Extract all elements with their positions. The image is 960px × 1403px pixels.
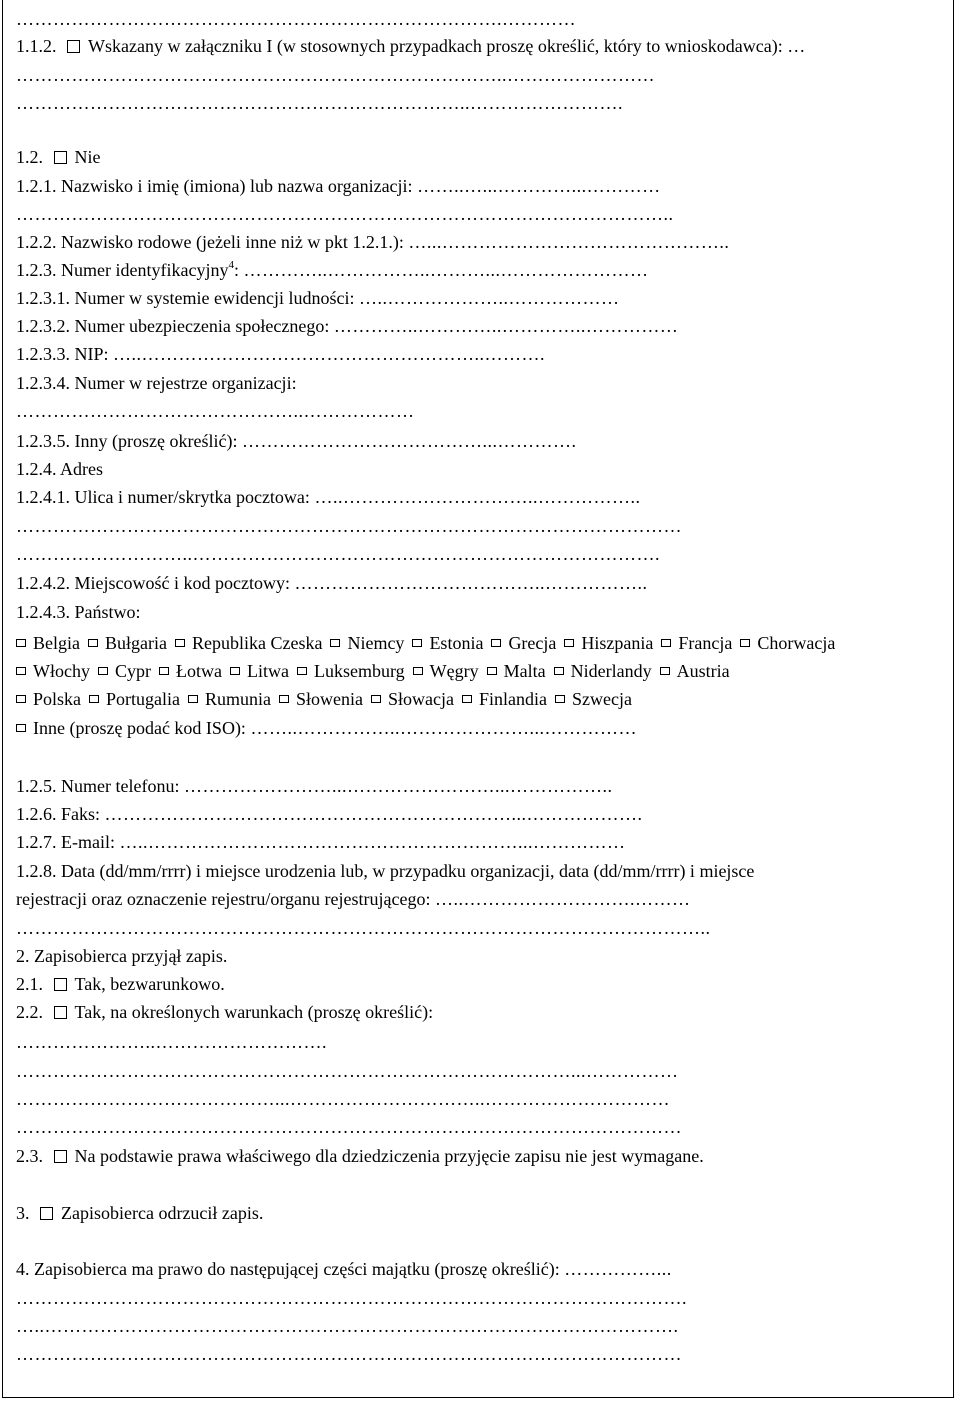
country-label: Estonia bbox=[429, 633, 484, 653]
section-1-1-2 bbox=[16, 33, 947, 59]
field-label: 1.2.3.2. Numer ubezpieczenia społecznego: bbox=[16, 316, 330, 336]
checkbox-country[interactable] bbox=[564, 639, 574, 647]
fill-line: …………………………………………………………………….………… bbox=[16, 9, 576, 29]
country-row-1 bbox=[16, 630, 947, 656]
country-label: Niemcy bbox=[347, 633, 405, 653]
fill-line[interactable]: …………………………………………………………………………………………….. bbox=[16, 204, 674, 224]
field-label: 1.2.4.1. Ulica i numer/skrytka pocztowa: bbox=[16, 487, 310, 507]
checkbox-country[interactable] bbox=[330, 639, 340, 647]
item-number: 2.1. bbox=[16, 974, 43, 994]
country-label: Grecja bbox=[508, 633, 557, 653]
checkbox-country[interactable] bbox=[740, 639, 750, 647]
field-phone bbox=[16, 773, 947, 799]
checkbox-country[interactable] bbox=[661, 639, 671, 647]
country-label: Włochy bbox=[33, 661, 90, 681]
item-label: Nie bbox=[74, 147, 101, 167]
field-birth-name bbox=[16, 229, 947, 255]
checkbox-country[interactable] bbox=[555, 695, 565, 703]
country-label: Łotwa bbox=[175, 661, 222, 681]
fill-line[interactable]: ………………………..…………………………………………………………………. bbox=[16, 544, 660, 564]
checkbox-country[interactable] bbox=[412, 639, 422, 647]
field-label: 1.2.2. Nazwisko rodowe (jeżeli inne niż w pkt 1.2.1.): bbox=[16, 232, 404, 252]
fill-line[interactable]: ……………………………………………………………………………………………… bbox=[16, 1344, 682, 1364]
form-page bbox=[2, 0, 954, 1398]
item-label: Tak, bezwarunkowo. bbox=[74, 974, 225, 994]
field-organization-register-number bbox=[16, 370, 947, 396]
section-2-3 bbox=[16, 1143, 947, 1169]
checkbox-country[interactable] bbox=[554, 667, 564, 675]
item-label: Zapisobierca odrzucił zapis. bbox=[61, 1203, 264, 1223]
fill-line[interactable]: …………………………………...…………. bbox=[241, 431, 577, 451]
country-label: Polska bbox=[33, 689, 82, 709]
country-label: Słowacja bbox=[388, 689, 454, 709]
field-label: 1.2.4.2. Miejscowość i kod pocztowy: bbox=[16, 573, 290, 593]
checkbox-country[interactable] bbox=[371, 695, 381, 703]
fill-line[interactable]: …..………………………………………………..………. bbox=[113, 344, 546, 364]
country-row-3 bbox=[16, 686, 947, 712]
section-2-1 bbox=[16, 971, 947, 997]
item-number: 2.3. bbox=[16, 1146, 43, 1166]
fill-line[interactable]: ………………………………………………………………………………………………….. bbox=[16, 918, 711, 938]
country-label: Belgia bbox=[33, 633, 80, 653]
field-identification-number bbox=[16, 257, 947, 283]
checkbox-country[interactable] bbox=[487, 667, 497, 675]
fill-line[interactable]: …………………………………………………………...………………. bbox=[104, 804, 643, 824]
checkbox-country[interactable] bbox=[89, 695, 99, 703]
fill-line[interactable]: ……………………………………………………………………………………………… bbox=[16, 516, 682, 536]
country-label: Węgry bbox=[429, 661, 479, 681]
checkbox-no[interactable] bbox=[54, 151, 67, 164]
field-label: 1.2.3. Numer identyfikacyjny bbox=[16, 260, 229, 280]
fill-line[interactable]: …………………..………………………. bbox=[16, 1032, 327, 1052]
fill-line[interactable]: ……………………...……………………...…………….. bbox=[183, 776, 613, 796]
checkbox-country[interactable] bbox=[462, 695, 472, 703]
country-label: Austria bbox=[676, 661, 730, 681]
field-email bbox=[16, 829, 947, 855]
field-label: 1.2.1. Nazwisko i imię (imiona) lub nazwa organizacji: bbox=[16, 176, 413, 196]
option-label: Inne (proszę podać kod ISO): bbox=[33, 718, 246, 738]
fill-line[interactable]: …………..…………..…………..…………… bbox=[333, 316, 679, 336]
country-label: Litwa bbox=[246, 661, 289, 681]
fill-line[interactable]: ……………………………………...…………………………..………………………… bbox=[16, 1089, 670, 1109]
checkbox-country[interactable] bbox=[159, 667, 169, 675]
field-label: 1.2.3.3. NIP: bbox=[16, 344, 109, 364]
item-number: 1.2. bbox=[16, 147, 43, 167]
field-label: 1.2.3.4. Numer w rejestrze organizacji: bbox=[16, 373, 297, 393]
fill-line[interactable]: ……………... bbox=[564, 1259, 672, 1279]
fill-line[interactable]: ………………………………………………………………………………………………. bbox=[16, 1288, 687, 1308]
checkbox-country[interactable] bbox=[16, 667, 26, 675]
fill-line[interactable]: …...……………………………………….. bbox=[408, 232, 730, 252]
country-other bbox=[16, 715, 947, 741]
section-2-2 bbox=[16, 999, 947, 1025]
field-population-register-number bbox=[16, 285, 947, 311]
country-label: Portugalia bbox=[106, 689, 181, 709]
field-nip bbox=[16, 341, 947, 367]
checkbox-country-other[interactable] bbox=[16, 724, 26, 732]
section-2-heading: 2. Zapisobierca przyjął zapis. bbox=[16, 946, 228, 966]
field-registration bbox=[16, 886, 947, 912]
footnote-ref: 4 bbox=[228, 259, 234, 271]
checkbox-rejected[interactable] bbox=[40, 1207, 53, 1220]
fill-line[interactable]: …..…………………………………………………………………………………………. bbox=[16, 1316, 679, 1336]
field-label: 1.2.5. Numer telefonu: bbox=[16, 776, 180, 796]
item-label: Wskazany w załączniku I (w stosownych przypadkach proszę określić, który to wnioskodawca): bbox=[88, 36, 783, 56]
fill-line[interactable]: ……..……………..…………………...…………… bbox=[250, 718, 637, 738]
checkbox-unconditional[interactable] bbox=[54, 978, 67, 991]
country-label: Republika Czeska bbox=[191, 633, 323, 653]
checkbox-country[interactable] bbox=[279, 695, 289, 703]
item-label: Na podstawie prawa właściwego dla dziedziczenia przyjęcie zapisu nie jest wymagane. bbox=[74, 1146, 704, 1166]
field-label: rejestracji oraz oznaczenie rejestru/organu rejestrującego: bbox=[16, 889, 431, 909]
field-name bbox=[16, 173, 947, 199]
checkbox-designated-applicant[interactable] bbox=[67, 40, 80, 53]
field-street bbox=[16, 484, 947, 510]
country-label: Cypr bbox=[114, 661, 151, 681]
item-label: 4. Zapisobierca ma prawo do następującej części majątku (proszę określić): bbox=[16, 1259, 560, 1279]
fill-line[interactable]: ……………………………………………………………………..…………………… bbox=[16, 65, 655, 85]
country-label: Szwecja bbox=[572, 689, 632, 709]
checkbox-country[interactable] bbox=[16, 695, 26, 703]
fill-line[interactable]: … bbox=[787, 36, 806, 56]
field-fax bbox=[16, 801, 947, 827]
checkbox-country[interactable] bbox=[230, 667, 240, 675]
fill-line[interactable]: ………………………………………………………………..……………………. bbox=[16, 93, 623, 113]
field-social-security-number bbox=[16, 313, 947, 339]
fill-line[interactable]: …..……………………………………………………...…………… bbox=[119, 832, 626, 852]
fill-line[interactable]: …..…………………………..…………….. bbox=[314, 487, 641, 507]
fill-line[interactable]: ……..…...…………...………… bbox=[417, 176, 661, 196]
country-label: Niderlandy bbox=[570, 661, 652, 681]
field-label: 1.2.3.1. Numer w systemie ewidencji ludności: bbox=[16, 288, 355, 308]
field-label-colon: : bbox=[233, 260, 239, 280]
country-label: Hiszpania bbox=[581, 633, 654, 653]
fill-line[interactable]: …………..……………..………...…………………… bbox=[243, 260, 649, 280]
checkbox-country[interactable] bbox=[491, 639, 501, 647]
fill-line[interactable]: ……………………………………………………………………………………………… bbox=[16, 1117, 682, 1137]
country-label: Słowenia bbox=[296, 689, 364, 709]
field-label: 1.2.6. Faks: bbox=[16, 804, 101, 824]
fill-line[interactable]: …..………………..……………… bbox=[358, 288, 620, 308]
field-date-place-label: 1.2.8. Data (dd/mm/rrrr) i miejsce urodzenia lub, w przypadku organizacji, data (dd/mm/rrrr) i miejsce bbox=[16, 861, 755, 881]
item-label: Tak, na określonych warunkach (proszę określić): bbox=[74, 1002, 434, 1022]
country-label: Rumunia bbox=[205, 689, 272, 709]
item-number: 2.2. bbox=[16, 1002, 43, 1022]
field-label: 1.2.3.5. Inny (proszę określić): bbox=[16, 431, 238, 451]
fill-line[interactable]: …………………………………..…………….. bbox=[294, 573, 648, 593]
country-label: Chorwacja bbox=[757, 633, 836, 653]
field-other-id bbox=[16, 428, 947, 454]
checkbox-country[interactable] bbox=[188, 695, 198, 703]
address-heading: 1.2.4. Adres bbox=[16, 459, 103, 479]
country-label: Malta bbox=[503, 661, 546, 681]
fill-line[interactable]: ………………………………………..……………… bbox=[16, 401, 415, 421]
checkbox-country[interactable] bbox=[660, 667, 670, 675]
field-country-label: 1.2.4.3. Państwo: bbox=[16, 602, 141, 622]
field-label: 1.2.7. E-mail: bbox=[16, 832, 115, 852]
checkbox-acceptance-not-required[interactable] bbox=[54, 1150, 67, 1163]
checkbox-country[interactable] bbox=[98, 667, 108, 675]
country-row-2 bbox=[16, 658, 947, 684]
country-label: Finlandia bbox=[479, 689, 547, 709]
fill-line[interactable]: ………………………………………………………………………………...…………… bbox=[16, 1061, 679, 1081]
checkbox-country[interactable] bbox=[413, 667, 423, 675]
country-label: Bułgaria bbox=[105, 633, 167, 653]
fill-line[interactable]: …..……………………….……… bbox=[434, 889, 691, 909]
item-number: 3. bbox=[16, 1203, 30, 1223]
field-city-postcode bbox=[16, 570, 947, 596]
section-1-2 bbox=[16, 144, 947, 170]
country-label: Luksemburg bbox=[313, 661, 405, 681]
checkbox-country[interactable] bbox=[16, 639, 26, 647]
checkbox-conditional[interactable] bbox=[54, 1006, 67, 1019]
country-label: Francja bbox=[678, 633, 733, 653]
section-4 bbox=[16, 1256, 947, 1282]
checkbox-country[interactable] bbox=[88, 639, 98, 647]
checkbox-country[interactable] bbox=[297, 667, 307, 675]
checkbox-country[interactable] bbox=[175, 639, 185, 647]
item-number: 1.1.2. bbox=[16, 36, 57, 56]
section-3 bbox=[16, 1200, 947, 1226]
